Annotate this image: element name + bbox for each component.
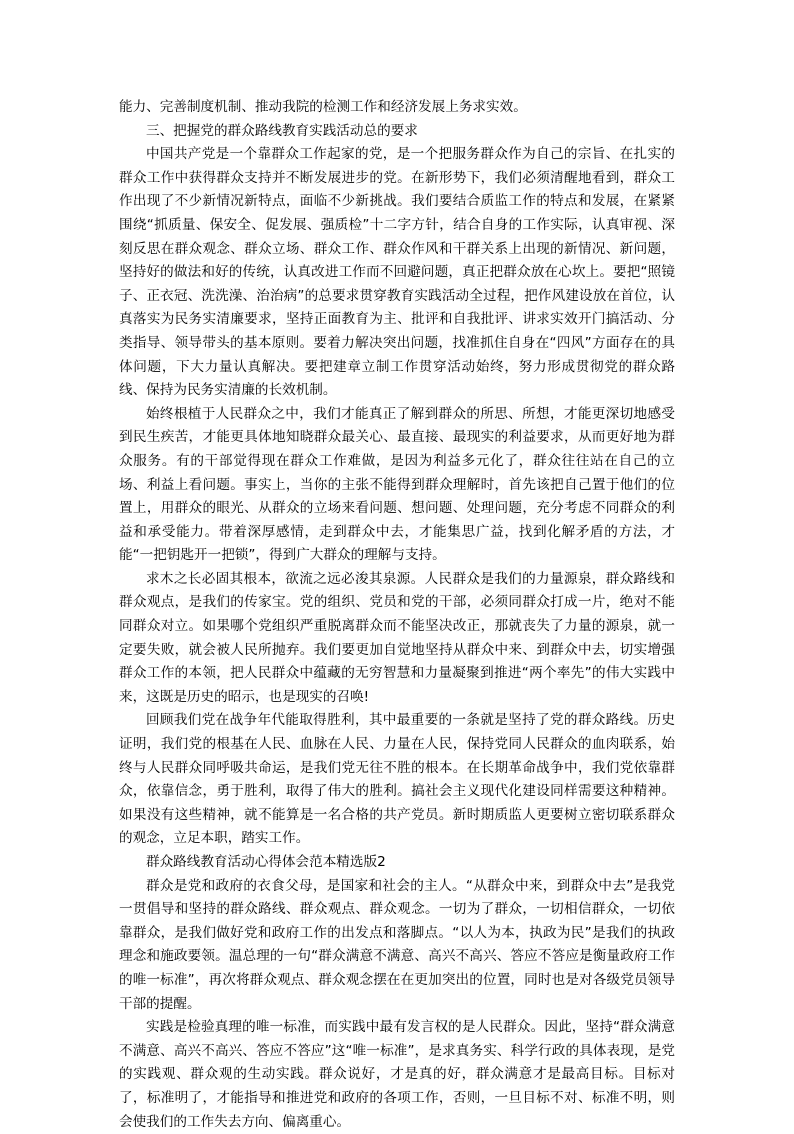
paragraph-continuation: 能力、完善制度机制、推动我院的检测工作和经济发展上务求实效。 (119, 99, 527, 115)
section-heading: 三、把握党的群众路线教育实践活动总的要求 (146, 122, 418, 139)
body-paragraph: 求木之长必固其根本，欲流之远必浚其泉源。人民群众是我们的力量源泉，群众路线和群众观点，是我们的传家宝。党的组织、党员和党的干部，必须同群众打成一片，绝对不能同群众对立。如果哪个党组织严重脱离群众而不能坚决改正，那就丧失了力量的源泉，就一定要失败，就会被人民所抛弃。我们要更加自觉地坚持从群众中来、到群众中去，切实增强群众工作的本领，把人民群众中蕴藏的无穷智慧和力量凝聚到推进“两个率先”的伟大实践中来，这既是历史的昭示，也是现实的召唤! (119, 570, 675, 705)
article-title-heading: 群众路线教育活动心得体会范本精选版2 (146, 854, 386, 870)
body-paragraph: 中国共产党是一个靠群众工作起家的党，是一个把服务群众作为自己的宗旨、在扎实的群众工作中获得群众支持并不断发展进步的党。在新形势下，我们必须清醒地看到，群众工作出现了不少新情况新特点，面临不少新挑战。我们要结合质监工作的特点和发展，在紧紧围绕“抓质量、保安全、促发展、强质检”十二字方针，结合自身的工作实际，认真审视、深刻反思在群众观念、群众立场、群众工作、群众作风和干群关系上出现的新情况、新问题，坚持好的做法和好的传统，认真改进工作而不回避问题，真正把群众放在心坎上。要把“照镜子、正衣冠、洗洗澡、治治病”的总要求贯穿教育实践活动全过程，把作风建设放在首位，认真落实为民务实清廉要求，坚持正面教育为主、批评和自我批评、讲求实效开门搞活动、分类指导、领导带头的基本原则。要着力解决突出问题，找准抓住自身在“四风”方面存在的具体问题，下大力量认真解决。要把建章立制工作贯穿活动始终，努力形成贯彻党的群众路线、保持为民务实清廉的长效机制。 (119, 146, 675, 399)
body-paragraph: 实践是检验真理的唯一标准，而实践中最有发言权的是人民群众。因此，坚持“群众满意不满意、高兴不高兴、答应不答应”这“唯一标准”，是求真务实、科学行政的具体表现，是党的实践观、群众观的生动实践。群众说好，才是真的好，群众满意才是最高目标。目标对了，标准明了，才能指导和推进党和政府的各项工作，否则，一旦目标不对、标准不明，则会使我们的工作失去方向、偏离重心。 (119, 1019, 675, 1130)
body-paragraph: 群众是党和政府的衣食父母，是国家和社会的主人。“从群众中来，到群众中去”是我党一贯倡导和坚持的群众路线、群众观点、群众观念。一切为了群众，一切相信群众，一切依靠群众，是我们做好党和政府工作的出发点和落脚点。“以人为本，执政为民”是我们的执政理念和施政要领。温总理的一句“群众满意不满意、高兴不高兴、答应不答应是衡量政府工作的唯一标准”，再次将群众观点、群众观念摆在在更加突出的位置，同时也是对各级党员领导干部的提醒。 (119, 877, 675, 1012)
body-paragraph: 回顾我们党在战争年代能取得胜利，其中最重要的一条就是坚持了党的群众路线。历史证明，我们党的根基在人民、血脉在人民、力量在人民，保持党同人民群众的血肉联系，始终与人民群众同呼吸共命运，是我们党无往不胜的根本。在长期革命战争中，我们党依靠群众，依靠信念，勇于胜利，取得了伟大的胜利。搞社会主义现代化建设同样需要这种精神。如果没有这些精神，就不能算是一名合格的共产党员。新时期质监人更要树立密切联系群众的观念，立足本职，踏实工作。 (119, 712, 675, 847)
body-paragraph: 始终根植于人民群众之中，我们才能真正了解到群众的所思、所想，才能更深切地感受到民生疾苦，才能更具体地知晓群众最关心、最直接、最现实的利益要求，从而更好地为群众服务。有的干部觉得现在群众工作难做，是因为利益多元化了，群众往往站在自己的立场、利益上看问题。事实上，当你的主张不能得到群众理解时，首先该把自己置于他们的位置上，用群众的眼光、从群众的立场来看问题、想问题、处理问题，充分考虑不同群众的利益和承受能力。带着深厚感情，走到群众中去，才能集思广益，找到化解矛盾的方法，才能“一把钥匙开一把锁”，得到广大群众的理解与支持。 (119, 405, 675, 564)
document-page (119, 96, 675, 1134)
